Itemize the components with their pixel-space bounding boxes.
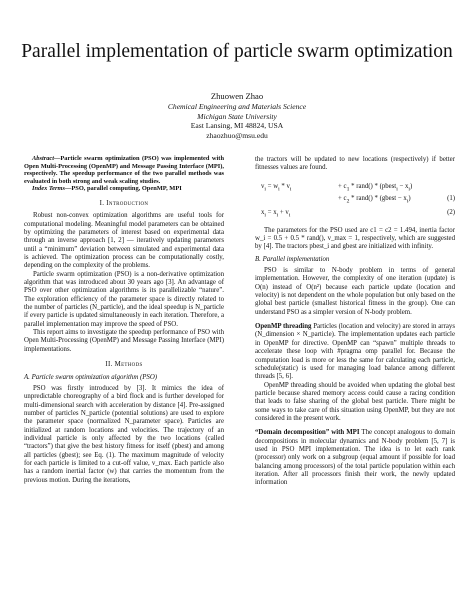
left-column	[24, 155, 224, 485]
paper-title: Parallel implementation of particle swarm optimization	[21, 41, 453, 62]
equation-1-term-1: + $c_1$ * rand() * (pbest$_i$ − $x_i$)	[338, 182, 413, 193]
intro-paragraph-2: Particle swarm optimization (PSO) is a non-derivative optimization algorithm that was introduced about 30 years ago [3]. An advantage of PSO over other optimization algorithms is its parallelizable “nature”. The exploration efficiency of the parameter space is directly related to the number of particles (N_particle), and the ideal speedup is N_particle if every particle is updated simultaneously in each iteration. Therefore, a parallel implementation may improve the speed of PSO.	[24, 270, 224, 328]
equation-1-lhs: $v_i = w_i * v_i$	[261, 182, 292, 193]
subsection-parallel: B. Parallel implementation	[255, 255, 330, 263]
equation-2: $x_i = x_i + v_i$	[261, 208, 291, 219]
abstract: Abstract—Particle swarm optimization (PSO) was implemented with Open Multi-Processing (OpenMP) and Message Passing Interface (MPI), respectively. The speedup performance of the two parallel methods was evaluated in both strong and weak scaling studies.	[24, 155, 224, 185]
equation-number-1: (1)	[447, 194, 455, 202]
index-terms: Index Terms—PSO, parallel computing, OpenMP, MPI	[32, 185, 182, 193]
author-univ: Michigan State University	[197, 111, 277, 121]
author-block	[20, 92, 454, 140]
methods-paragraph-1: PSO was firstly introduced by [3]. It mimics the idea of unpredictable choreography of a bird flock and is further developed for multi-dimensional search with acceleration by distance [4]. Pre-assigned number of particles N_particle (potential solutions) are used to explore the parameter space (normalized N_parameter space). Particles are initialized at random locations and velocities. The trajectory of an individual particle is only affected by the two locations (called “tractors”) that give the best history fitness for itself (pbest) and among all particles (gbest); see Eq. (1). The maximum magnitude of velocity for each particle is limited to a cut-off value, v_max. Each particle also has a random inertial factor (w) that carries the momentum from the previous motion. During the iterations,	[24, 384, 224, 484]
openmp-paragraph-2: OpenMP threading should be avoided when updating the global best particle because shared memory access could cause a racing condition that leads to false sharing of the global best particle. There might be some ways to take care of this situation using OpenMP, but they are not considered in the present work.	[255, 381, 455, 422]
subsection-pso: A. Particle swarm optimization algorithm (PSO)	[24, 373, 158, 381]
section-methods: II. Methods	[105, 361, 143, 369]
equation-1-term-2: + $c_2$ * rand() * (gbest − $x_i$)	[338, 194, 411, 205]
right-column	[255, 156, 455, 488]
parallel-paragraph-1: PSO is similar to N-body problem in terms of general implementation. However, the complexity of one iteration (update) is O(n) instead of O(n²) because each particle update (location and velocity) is not dependent on the whole population but only based on the global best particle (smallest historical fitness in the group). One can understand PSO as a simpler version of N-body problem.	[255, 267, 455, 316]
author-name: Zhuowen Zhao	[210, 91, 264, 101]
equation-block	[255, 181, 455, 221]
section-introduction: I. Introduction	[99, 199, 149, 207]
intro-paragraph-1: Robust non-convex optimization algorithms are useful tools for computational modeling. Meaningful model parameters can be obtained by optimizing the parameters of interest based on experimental data through an inverse approach [1, 2] — iteratively updating parameters until a “minimum” deviation between simulated and experimental data is achieved. The optimization process can be computationally costly, depending on the complexity of the problems.	[24, 212, 224, 270]
intro-paragraph-3: This report aims to investigate the speedup performance of PSO with Open Multi-Processing (OpenMP) and Message Passing Interface (MPI) implementations.	[24, 329, 224, 353]
parameters-paragraph: The parameters for the PSO used are c1 = c2 = 1.494, inertia factor w_i = 0.5 + 0.5 * rand(), v_max = 1, respectively, which are suggested by [4]. The tractors pbest_i and gbest are initialized with infinity.	[255, 226, 455, 251]
equation-number-2: (2)	[447, 208, 455, 216]
tractor-paragraph: the tractors will be updated to new locations (respectively) if better fitnesses values are found.	[255, 156, 455, 172]
openmp-paragraph: OpenMP threading Particles (location and velocity) are stored in arrays (N_dimension × N_particle). The implementation updates each particle in OpenMP for directive. OpenMP can “spawn” multiple threads to accelerate these loop with #pragma omp parallel for. Because the computation load is more or less the same for calculating each particle, schedule(static) is used for managing load balance among different threads [5, 6].	[255, 323, 455, 381]
author-email: zhaozhuo@msu.edu	[206, 130, 268, 140]
mpi-paragraph: “Domain decomposition” with MPI The concept analogous to domain decompositions in molecular dynamics and N-body problem [5, 7] is used in PSO MPI implementation. The idea is to let each rank (processor) only work on a subgroup (equal amount if possible for load balancing among processors) of the total particle population within each iteration. After all processors finish their work, the newly updated information	[255, 429, 455, 487]
author-dept: Chemical Engineering and Materials Science	[167, 102, 307, 112]
author-city: East Lansing, MI 48824, USA	[190, 121, 284, 131]
